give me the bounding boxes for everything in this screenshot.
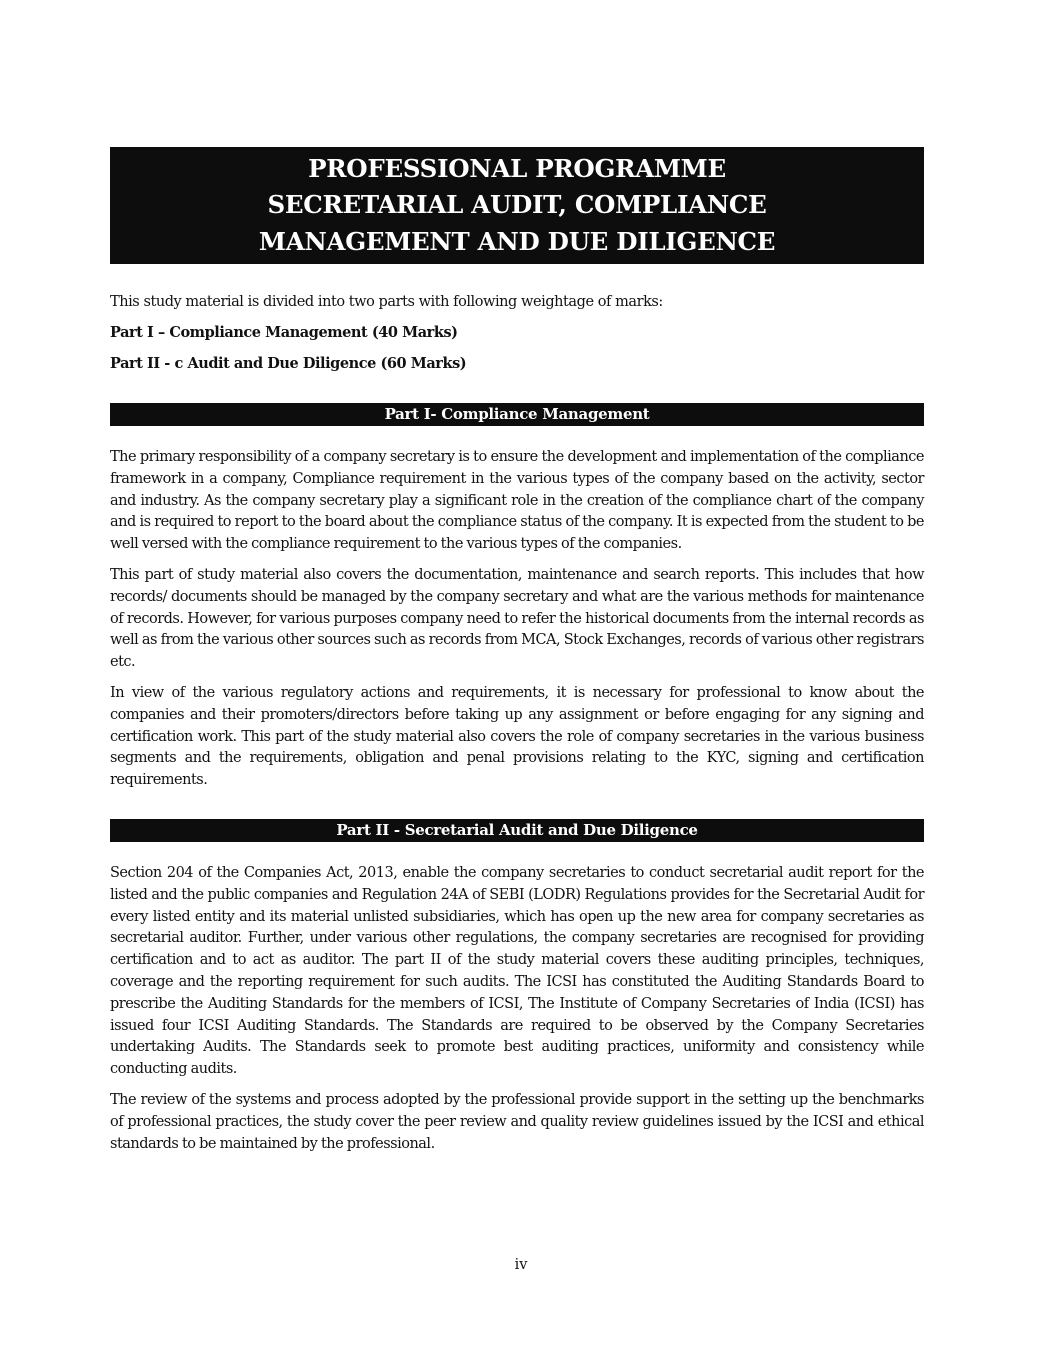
- intro-block: [110, 291, 924, 384]
- section-body-part1: [110, 447, 924, 801]
- paragraph: The primary responsibility of a company secretary is to ensure the development and implementation of the compliance framework in a company, Compliance requirement in the various types of the company based on the activity, sector and industry. As the company secretary play a significant role in the creation of the compliance chart of the company and is required to report to the board about the compliance status of the company. It is expected from the student to be well versed with the compliance requirement to the various types of the companies.: [110, 449, 924, 553]
- section-body-part2: [110, 863, 924, 1164]
- title-line-1: PROFESSIONAL PROGRAMME: [308, 153, 726, 183]
- title-line-3: MANAGEMENT AND DUE DILIGENCE: [258, 226, 776, 256]
- title-line-2: SECRETARIAL AUDIT, COMPLIANCE: [267, 190, 767, 220]
- section-heading-part1: Part I- Compliance Management: [110, 403, 924, 426]
- intro-lead: This study material is divided into two parts with following weightage of marks:: [110, 294, 663, 310]
- title-banner: [110, 147, 924, 264]
- paragraph: Section 204 of the Companies Act, 2013, enable the company secretaries to conduct secretarial audit report for the listed and the public companies and Regulation 24A of SEBI (LODR) Regulations provides for the Secretarial Audit for every listed entity and its material unlisted subsidiaries, which has open up the new area for company secretaries as secretarial auditor. Further, under various other regulations, the company secretaries are recognised for providing certification and to act as auditor. The part II of the study material covers these auditing principles, techniques, coverage and the reporting requirement for such audits. The ICSI has constituted the Auditing Standards Board to prescribe the Auditing Standards for the members of ICSI, The Institute of Company Secretaries of India (ICSI) has issued four ICSI Auditing Standards. The Standards are required to be observed by the Company Secretaries undertaking Audits. The Standards seek to promote best auditing practices, uniformity and consistency while conducting audits.: [110, 865, 924, 1078]
- part2-marks: Part II - c Audit and Due Diligence (60 Marks): [110, 355, 467, 372]
- section-heading-part2: Part II - Secretarial Audit and Due Diligence: [110, 819, 924, 842]
- paragraph: This part of study material also covers the documentation, maintenance and search reports. This includes that how records/ documents should be managed by the company secretary and what are the various methods for maintenance of records. However, for various purposes company need to refer the historical documents from the internal records as well as from the various other sources such as records from MCA, Stock Exchanges, records of various other registrars etc.: [110, 566, 924, 671]
- paragraph: The review of the systems and process adopted by the professional provide support in the setting up the benchmarks of professional practices, the study cover the peer review and quality review guidelines issued by the ICSI and ethical standards to be maintained by the professional.: [110, 1091, 924, 1152]
- paragraph: In view of the various regulatory actions and requirements, it is necessary for professional to know about the companies and their promoters/directors before taking up any assignment or before engaging for any signing and certification work. This part of the study material also covers the role of company secretaries in the various business segments and the requirements, obligation and penal provisions relating to the KYC, signing and certification requirements.: [110, 684, 924, 789]
- part1-marks: Part I – Compliance Management (40 Marks): [110, 324, 458, 341]
- page-number: iv: [514, 1257, 528, 1273]
